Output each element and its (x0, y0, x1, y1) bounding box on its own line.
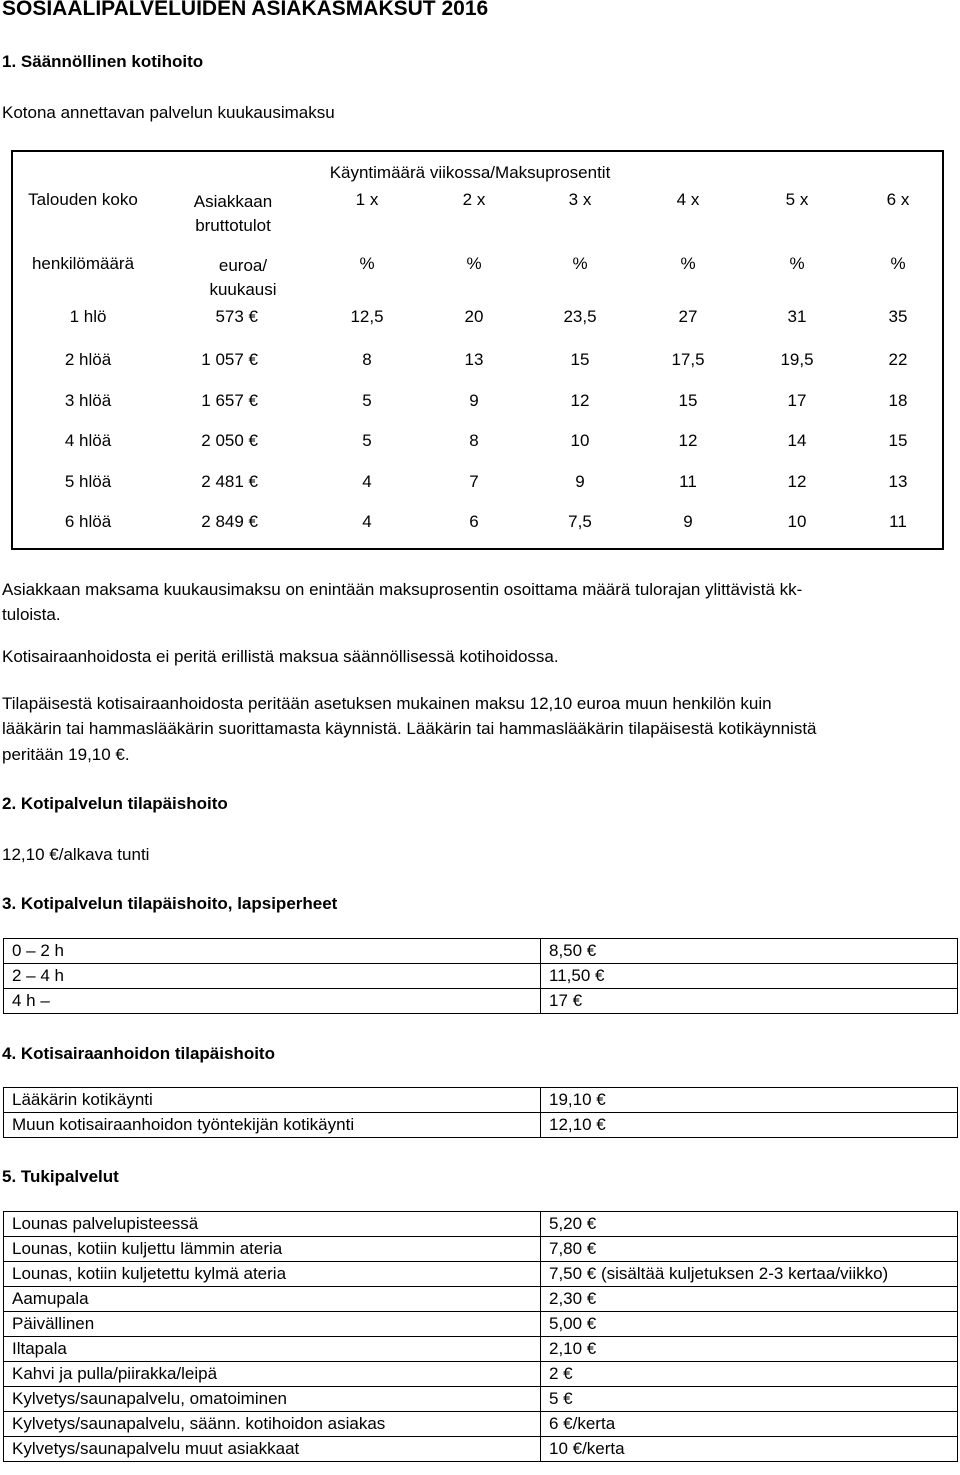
income-limit-cell: 2 481 € (201, 472, 258, 491)
percent-sign-cell: % (890, 254, 906, 273)
fee-percent-cell: 15 (678, 391, 698, 410)
price-label-cell: Kylvetys/saunapalvelu muut asiakkaat (4, 1437, 541, 1462)
price-row (4, 964, 958, 989)
fee-percent-cell: 13 (888, 472, 908, 491)
percent-sign-cell: % (680, 254, 696, 273)
visit-count-cell: 2 x (462, 190, 486, 209)
fee-percent-cell: 7,5 (568, 512, 592, 531)
note-max-fee-line2: tuloista. (2, 605, 61, 624)
price-value-cell: 11,50 € (541, 964, 958, 989)
percent-sign-cell: % (466, 254, 482, 273)
price-row (4, 1337, 958, 1362)
price-label-cell: Lounas, kotiin kuljettu lämmin ateria (4, 1237, 541, 1262)
price-label-cell: Lounas palvelupisteessä (4, 1212, 541, 1237)
percent-sign-cell: % (789, 254, 805, 273)
fee-percent-cell: 5 (362, 431, 372, 450)
section-2-heading: 2. Kotipalvelun tilapäishoito (2, 794, 228, 813)
income-limit-cell: 1 057 € (201, 350, 258, 369)
income-header-line1: Asiakkaan (193, 192, 273, 211)
price-row (4, 1412, 958, 1437)
price-value-cell: 5,20 € (541, 1212, 958, 1237)
note-temp-nursing-line3: peritään 19,10 €. (2, 745, 130, 764)
section-4-heading: 4. Kotisairaanhoidon tilapäishoito (2, 1044, 275, 1063)
price-label-cell: Muun kotisairaanhoidon työntekijän kotikäynti (4, 1113, 541, 1138)
price-row (4, 1237, 958, 1262)
fee-percent-cell: 12 (570, 391, 590, 410)
visit-count-cell: 3 x (568, 190, 592, 209)
price-label-cell: Päivällinen (4, 1312, 541, 1337)
section-5-table (3, 1211, 958, 1462)
price-label-cell: Lääkärin kotikäynti (4, 1088, 541, 1113)
price-label-cell: Kylvetys/saunapalvelu, säänn. kotihoidon asiakas (4, 1412, 541, 1437)
price-label-cell: Lounas, kotiin kuljetettu kylmä ateria (4, 1262, 541, 1287)
fee-percent-cell: 7 (469, 472, 479, 491)
fee-percent-cell: 13 (464, 350, 484, 369)
unit-income-line2: kuukausi (209, 280, 277, 299)
visit-count-cell: 6 x (886, 190, 910, 209)
fee-percent-cell: 8 (362, 350, 372, 369)
price-row (4, 939, 958, 964)
price-label-cell: Kahvi ja pulla/piirakka/leipä (4, 1362, 541, 1387)
note-max-fee-line1: Asiakkaan maksama kuukausimaksu on enintään maksuprosentin osoittama määrä tulorajan ylittävistä kk- (2, 580, 803, 599)
section-1-subheading: Kotona annettavan palvelun kuukausimaksu (2, 103, 335, 122)
household-size-cell: 3 hlöä (64, 391, 112, 410)
price-row (4, 1212, 958, 1237)
price-value-cell: 5 € (541, 1387, 958, 1412)
income-limit-cell: 2 050 € (201, 431, 258, 450)
section-4-table (3, 1087, 958, 1138)
fee-percent-cell: 12,5 (350, 307, 384, 326)
price-row (4, 1262, 958, 1287)
fee-percent-cell: 15 (888, 431, 908, 450)
table-header-visits: Käyntimäärä viikossa/Maksuprosentit (329, 163, 611, 182)
household-size-cell: 2 hlöä (64, 350, 112, 369)
fee-percent-cell: 9 (575, 472, 585, 491)
price-value-cell: 7,50 € (sisältää kuljetuksen 2-3 kertaa/viikko) (541, 1262, 958, 1287)
fee-percent-cell: 19,5 (780, 350, 814, 369)
price-row (4, 1113, 958, 1138)
household-size-cell: 4 hlöä (64, 431, 112, 450)
unit-income-line1: euroa/ (218, 256, 268, 275)
price-label-cell: Aamupala (4, 1287, 541, 1312)
price-row (4, 1387, 958, 1412)
price-label-cell: Iltapala (4, 1337, 541, 1362)
section-2-price: 12,10 €/alkava tunti (2, 845, 150, 864)
visit-count-cell: 5 x (785, 190, 809, 209)
fee-percent-cell: 10 (570, 431, 590, 450)
price-value-cell: 12,10 € (541, 1113, 958, 1138)
section-3-heading: 3. Kotipalvelun tilapäishoito, lapsiperheet (2, 894, 338, 913)
price-row (4, 989, 958, 1014)
unit-income (178, 254, 308, 302)
price-value-cell: 2,30 € (541, 1287, 958, 1312)
income-limit-cell: 2 849 € (201, 512, 258, 531)
fee-percent-cell: 11 (679, 472, 697, 491)
section-1-heading: 1. Säännöllinen kotihoito (2, 52, 204, 71)
fee-percent-cell: 23,5 (563, 307, 597, 326)
fee-percent-cell: 11 (889, 512, 907, 531)
unit-household: henkilömäärä (31, 254, 135, 273)
price-row (4, 1362, 958, 1387)
price-value-cell: 10 €/kerta (541, 1437, 958, 1462)
price-value-cell: 8,50 € (541, 939, 958, 964)
fee-percent-cell: 22 (888, 350, 908, 369)
document-title: SOSIAALIPALVELUIDEN ASIAKASMAKSUT 2016 (2, 0, 489, 20)
price-value-cell: 2 € (541, 1362, 958, 1387)
note-home-nursing: Kotisairaanhoidosta ei peritä erillistä maksua säännöllisessä kotihoidossa. (2, 647, 559, 666)
price-value-cell: 17 € (541, 989, 958, 1014)
price-label-cell: 0 – 2 h (4, 939, 541, 964)
section-5-heading: 5. Tukipalvelut (2, 1167, 119, 1186)
percent-sign-cell: % (359, 254, 375, 273)
fee-percent-cell: 5 (362, 391, 372, 410)
price-value-cell: 19,10 € (541, 1088, 958, 1113)
fee-percent-cell: 31 (787, 307, 807, 326)
fee-percent-cell: 9 (469, 391, 479, 410)
section-3-table (3, 938, 958, 1014)
visit-count-cell: 1 x (355, 190, 379, 209)
fee-percent-cell: 35 (888, 307, 908, 326)
fee-percent-cell: 17 (787, 391, 807, 410)
fee-percent-cell: 27 (678, 307, 698, 326)
fee-percent-cell: 9 (683, 512, 693, 531)
table-header-household: Talouden koko (28, 190, 138, 209)
price-label-cell: 4 h – (4, 989, 541, 1014)
fee-percent-cell: 10 (787, 512, 807, 531)
income-limit-cell: 1 657 € (201, 391, 258, 410)
fee-percent-cell: 20 (464, 307, 484, 326)
fee-percent-cell: 12 (678, 431, 698, 450)
fee-percent-cell: 18 (888, 391, 908, 410)
household-size-cell: 1 hlö (69, 307, 107, 326)
percent-sign-cell: % (572, 254, 588, 273)
price-row (4, 1312, 958, 1337)
price-value-cell: 6 €/kerta (541, 1412, 958, 1437)
visit-count-cell: 4 x (676, 190, 700, 209)
income-header-line2: bruttotulot (195, 216, 271, 235)
household-size-cell: 5 hlöä (64, 472, 112, 491)
fee-percent-cell: 17,5 (671, 350, 705, 369)
price-row (4, 1088, 958, 1113)
fee-percent-cell: 8 (469, 431, 479, 450)
price-row (4, 1437, 958, 1462)
fee-percent-cell: 15 (570, 350, 590, 369)
fee-percent-cell: 12 (787, 472, 807, 491)
price-value-cell: 7,80 € (541, 1237, 958, 1262)
price-label-cell: Kylvetys/saunapalvelu, omatoiminen (4, 1387, 541, 1412)
fee-percent-cell: 4 (362, 512, 372, 531)
price-value-cell: 5,00 € (541, 1312, 958, 1337)
price-value-cell: 2,10 € (541, 1337, 958, 1362)
price-row (4, 1287, 958, 1312)
fee-percent-cell: 6 (469, 512, 479, 531)
price-label-cell: 2 – 4 h (4, 964, 541, 989)
note-temp-nursing-line2: lääkärin tai hammaslääkärin suorittamasta käynnistä. Lääkärin tai hammaslääkärin tilapäisestä kotikäynnistä (2, 719, 817, 738)
household-size-cell: 6 hlöä (64, 512, 112, 531)
income-limit-cell: 573 € (215, 307, 258, 326)
table-header-income (168, 190, 298, 238)
note-temp-nursing-line1: Tilapäisestä kotisairaanhoidosta peritään asetuksen mukainen maksu 12,10 euroa muun henkilön kuin (2, 694, 772, 713)
fee-percent-cell: 4 (362, 472, 372, 491)
fee-percent-cell: 14 (787, 431, 807, 450)
